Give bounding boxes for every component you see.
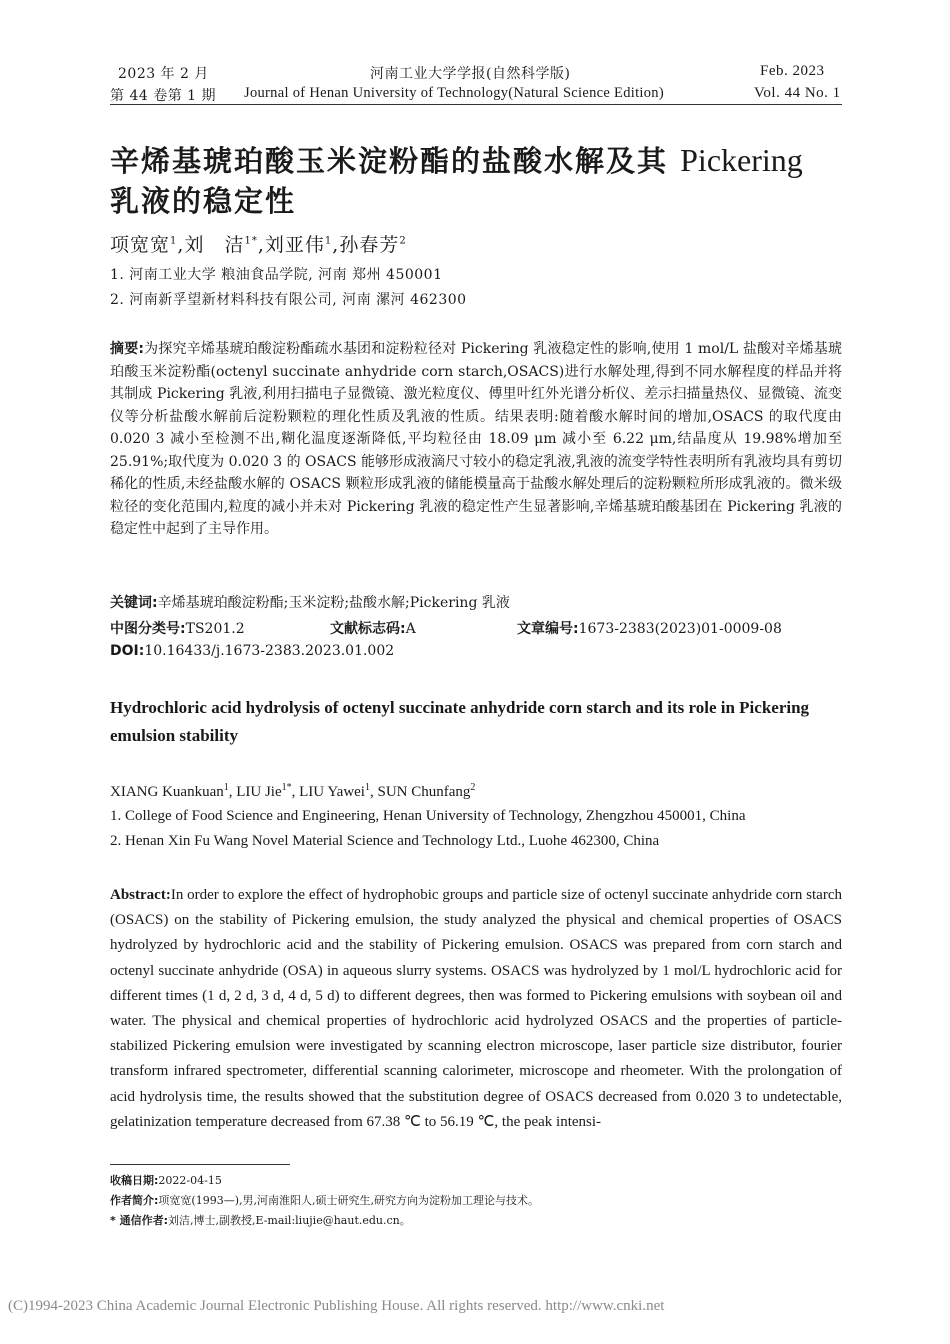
author-en: SUN Chunfang: [377, 784, 471, 800]
keywords-label: 关键词:: [110, 595, 158, 611]
header-date-en: Feb. 2023: [760, 63, 825, 79]
abstract-cn: [110, 338, 842, 541]
corr-text: 刘洁,博士,副教授,E-mail:liujie@haut.edu.cn。: [167, 1214, 411, 1227]
doi-label: DOI:: [110, 643, 145, 659]
keywords-text: 辛烯基琥珀酸淀粉酯;玉米淀粉;盐酸水解;Pickering 乳液: [157, 595, 510, 611]
affiliation-cn-1: 1. 河南工业大学 粮油食品学院, 河南 郑州 450001: [110, 267, 443, 283]
abstract-en-text: In order to explore the effect of hydrophobic groups and particle size of octenyl succinate anhydride corn starch (OSACS) on the stability of Pickering emulsion, the study analyzed the physical and chemical properties of OSACS hydrolyzed by hydrochloric acid and the stability of Pickering emulsion. OSACS was prepared from corn starch and octenyl succinate anhydride (OSA) in aqueous slurry systems. OSACS was hydrolyzed by 1 mol/L hydrochloric acid for different times (1 d, 2 d, 3 d, 4 d, 5 d) to different degrees, then was formed to Pickering emulsions with soybean oil and water. The physical and chemical properties of hydrochloric acid hydrolyzed OSACS and the properties of particle-stabilized Pickering emulsion were investigated by scanning electron microscope, laser particle size distributor, fourier transform infrared spectrometer, differential scanning calorimeter, microscope and rheometer. With the prolongation of acid hydrolysis time, the results showed that the substitution degree of OSACS decreased from 0.020 3 to undetectable, gelatinization temperature decreased from 67.38 ℃ to 56.19 ℃, the peak intensi-: [110, 887, 842, 1130]
header-date-cn: 2023 年 2 月: [118, 66, 209, 82]
author-cn: 刘 洁: [184, 234, 245, 256]
authors-cn: 项宽宽$^1$,刘 洁$^{1*}$,刘亚伟$^1$,孙春芳$^2$: [110, 234, 407, 256]
received-date: 2022-04-15: [158, 1174, 222, 1187]
clc: [110, 618, 245, 638]
author-cn: 孙春芳: [339, 234, 400, 256]
bio-text: 项宽宽(1993—),男,河南淮阳人,硕士研究生,研究方向为淀粉加工理论与技术。: [158, 1194, 539, 1207]
doc-code: [330, 618, 416, 638]
author-en: LIU Yawei: [299, 784, 365, 800]
footnote-rule: [110, 1164, 290, 1165]
page-title-cn: [110, 140, 845, 221]
corr-label: * 通信作者:: [110, 1214, 168, 1227]
bio-label: 作者简介:: [110, 1194, 159, 1207]
doc-code-value: A: [405, 621, 416, 637]
author-cn: 项宽宽: [110, 234, 171, 256]
header-volume-en: Vol. 44 No. 1: [754, 85, 841, 101]
keywords: [110, 592, 842, 615]
title-cn-latin: Pickering: [680, 142, 803, 178]
author-cn: 刘亚伟: [264, 234, 325, 256]
received-label: 收稿日期:: [110, 1174, 159, 1187]
footnote-bio: [110, 1192, 539, 1208]
affiliation-en-1: 1. College of Food Science and Engineering, Henan University of Technology, Zhengzhou 450001, China: [110, 808, 746, 824]
clc-value: TS201.2: [185, 621, 245, 637]
footnote-corresponding: [110, 1212, 411, 1228]
title-cn-line2: 乳液的稳定性: [110, 184, 297, 218]
abstract-cn-text: 为探究辛烯基琥珀酸淀粉酯疏水基团和淀粉粒径对 Pickering 乳液稳定性的影响,使用 1 mol/L 盐酸对辛烯基琥珀酸玉米淀粉酯(octenyl succinate anhydride corn starch,OSACS)进行水解处理,得到不同水解程度的样品并将其制成 Pickering 乳液,利用扫描电子显微镜、激光粒度仪、傅里叶红外光谱分析仪、差示扫描量热仪、显微镜、流变仪等分析盐酸水解前后淀粉颗粒的理化性质及乳液的性质。结果表明:随着酸水解时间的增加,OSACS 的取代度由 0.020 3 减小至检测不出,糊化温度逐渐降低,平均粒径由 18.09 μm 减小至 6.22 μm,结晶度从 19.98%增加至 25.91%;取代度为 0.020 3 的 OSACS 能够形成液滴尺寸较小的稳定乳液,乳液的流变学特性表明所有乳液均具有剪切稀化的性质,未经盐酸水解的 OSACS 颗粒形成乳液的储能模量高于盐酸水解处理后的淀粉颗粒所形成乳液的。微米级粒径的变化范围内,粒度的减小并未对 Pickering 乳液的稳定性产生显著影响,辛烯基琥珀酸基团在 Pickering 乳液的稳定性中起到了主导作用。: [110, 341, 842, 537]
header-journal-en: Journal of Henan University of Technology(Natural Science Edition): [244, 85, 664, 101]
article-no: [517, 618, 782, 638]
title-cn-text: 辛烯基琥珀酸玉米淀粉酯的盐酸水解及其: [110, 144, 669, 178]
author-sup: 2: [470, 782, 476, 793]
header-volume-cn: 第 44 卷第 1 期: [110, 88, 217, 104]
author-sup: 1: [170, 235, 178, 247]
author-sup: 2: [399, 235, 407, 247]
author-sup: 1: [223, 782, 229, 793]
article-no-label: 文章编号:: [517, 621, 579, 637]
article-no-value: 1673-2383(2023)01-0009-08: [578, 621, 782, 637]
author-sup: 1*: [281, 782, 292, 793]
doi-value: 10.16433/j.1673-2383.2023.01.002: [144, 643, 395, 659]
page-title-en: Hydrochloric acid hydrolysis of octenyl succinate anhydride corn starch and its role in Pickering emulsion stability: [110, 698, 810, 745]
abstract-en: [110, 883, 842, 1135]
author-sup: 1: [364, 782, 370, 793]
author-en: XIANG Kuankuan: [110, 784, 224, 800]
header-rule: [110, 104, 842, 105]
authors-en: XIANG Kuankuan$^1$, LIU Jie$^{1*}$, LIU Yawei$^1$, SUN Chunfang$^2$: [110, 782, 476, 800]
abstract-cn-label: 摘要:: [110, 341, 144, 357]
affiliation-en-2: 2. Henan Xin Fu Wang Novel Material Science and Technology Ltd., Luohe 462300, China: [110, 833, 660, 849]
header-journal-cn: 河南工业大学学报(自然科学版): [370, 66, 571, 82]
clc-label: 中图分类号:: [110, 621, 186, 637]
copyright-notice: (C)1994-2023 China Academic Journal Electronic Publishing House. All rights reserved. http://www.cnki.net: [8, 1298, 665, 1314]
author-sup: 1*: [244, 235, 258, 247]
footnote-received: [110, 1172, 222, 1188]
affiliation-cn-2: 2. 河南新孚望新材料科技有限公司, 河南 漯河 462300: [110, 292, 467, 308]
author-sup: 1: [324, 235, 333, 247]
author-en: LIU Jie: [236, 784, 282, 800]
doc-code-label: 文献标志码:: [330, 621, 406, 637]
abstract-en-label: Abstract:: [110, 887, 171, 903]
doi: [110, 643, 394, 659]
